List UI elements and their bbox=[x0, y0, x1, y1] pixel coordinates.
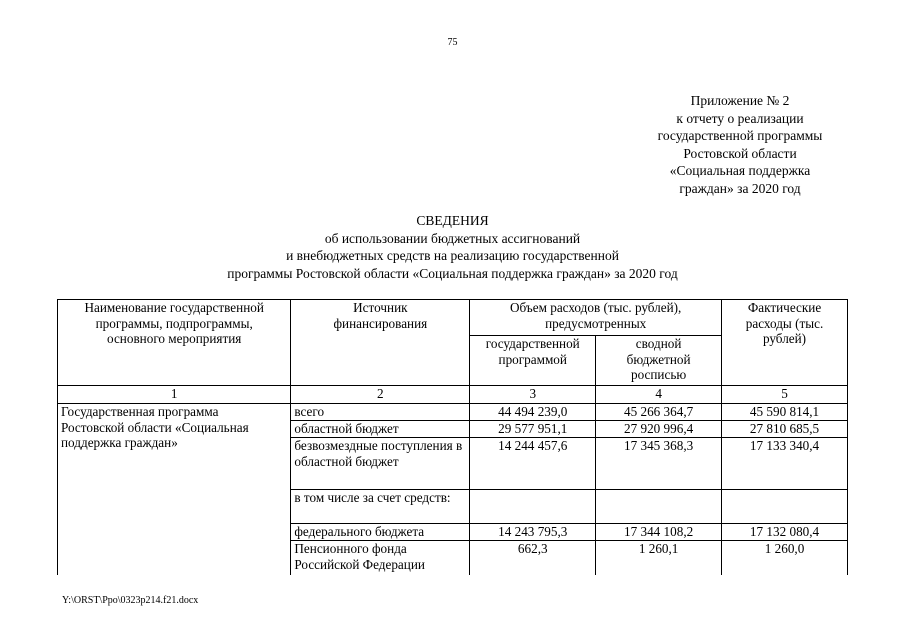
budget-amount-cell: 45 266 364,7 bbox=[596, 404, 722, 421]
report-heading: СВЕДЕНИЯ bbox=[416, 213, 489, 228]
report-subtitle-line: и внебюджетных средств на реализацию государственной bbox=[286, 248, 619, 264]
planned-amount-cell: 662,3 bbox=[470, 541, 596, 575]
planned-amount-cell bbox=[470, 490, 596, 524]
column-number: 4 bbox=[596, 386, 722, 404]
actual-amount-cell: 17 132 080,4 bbox=[722, 524, 848, 541]
report-subtitle-line: программы Ростовской области «Социальная поддержка граждан» за 2020 год bbox=[227, 265, 678, 281]
page-number: 75 bbox=[447, 37, 458, 48]
appendix-line: «Социальная поддержка bbox=[669, 163, 811, 179]
document-file-path: Y:\ORST\Ppo\0323p214.f21.docx bbox=[62, 595, 199, 606]
appendix-line: Ростовской области bbox=[683, 145, 797, 161]
funding-source-cell: всего bbox=[291, 404, 470, 421]
budget-amount-cell: 27 920 996,4 bbox=[596, 421, 722, 438]
report-subtitle-line: об использовании бюджетных ассигнований bbox=[324, 230, 581, 246]
expenditure-table bbox=[57, 299, 848, 575]
header-state-program: государственной программой bbox=[470, 336, 596, 386]
funding-source-cell: федерального бюджета bbox=[291, 524, 470, 541]
actual-amount-cell: 17 133 340,4 bbox=[722, 438, 848, 490]
header-actual-expenses: Фактические расходы (тыс. рублей) bbox=[722, 300, 848, 386]
planned-amount-cell: 14 244 457,6 bbox=[470, 438, 596, 490]
column-number: 3 bbox=[470, 386, 596, 404]
header-planned-expenses: Объем расходов (тыс. рублей), предусмотренных bbox=[470, 300, 722, 336]
funding-source-cell: областной бюджет bbox=[291, 421, 470, 438]
appendix-line: государственной программы bbox=[657, 128, 823, 144]
column-number: 1 bbox=[58, 386, 291, 404]
appendix-line: Приложение № 2 bbox=[690, 93, 790, 108]
appendix-line: к отчету о реализации bbox=[676, 110, 804, 126]
column-number: 5 bbox=[722, 386, 848, 404]
actual-amount-cell bbox=[722, 490, 848, 524]
table-row bbox=[58, 404, 848, 421]
column-number: 2 bbox=[291, 386, 470, 404]
actual-amount-cell: 1 260,0 bbox=[722, 541, 848, 575]
funding-source-cell: в том числе за счет средств: bbox=[291, 490, 470, 524]
report-title bbox=[0, 212, 905, 282]
funding-source-cell: безвозмездные поступления в областной бюджет bbox=[291, 438, 470, 490]
budget-amount-cell: 17 344 108,2 bbox=[596, 524, 722, 541]
header-funding-source: Источник финансирования bbox=[291, 300, 470, 386]
actual-amount-cell: 45 590 814,1 bbox=[722, 404, 848, 421]
budget-amount-cell bbox=[596, 490, 722, 524]
actual-amount-cell: 27 810 685,5 bbox=[722, 421, 848, 438]
header-budget-schedule: сводной бюджетной росписью bbox=[596, 336, 722, 386]
funding-source-cell: Пенсионного фонда Российской Федерации bbox=[291, 541, 470, 575]
program-name-cell: Государственная программа Ростовской области «Социальная поддержка граждан» bbox=[58, 404, 291, 575]
appendix-note bbox=[620, 92, 860, 198]
header-program-name: Наименование государственной программы, подпрограммы, основного мероприятия bbox=[58, 300, 291, 386]
budget-amount-cell: 17 345 368,3 bbox=[596, 438, 722, 490]
planned-amount-cell: 14 243 795,3 bbox=[470, 524, 596, 541]
appendix-line: граждан» за 2020 год bbox=[679, 180, 801, 196]
planned-amount-cell: 44 494 239,0 bbox=[470, 404, 596, 421]
budget-amount-cell: 1 260,1 bbox=[596, 541, 722, 575]
planned-amount-cell: 29 577 951,1 bbox=[470, 421, 596, 438]
